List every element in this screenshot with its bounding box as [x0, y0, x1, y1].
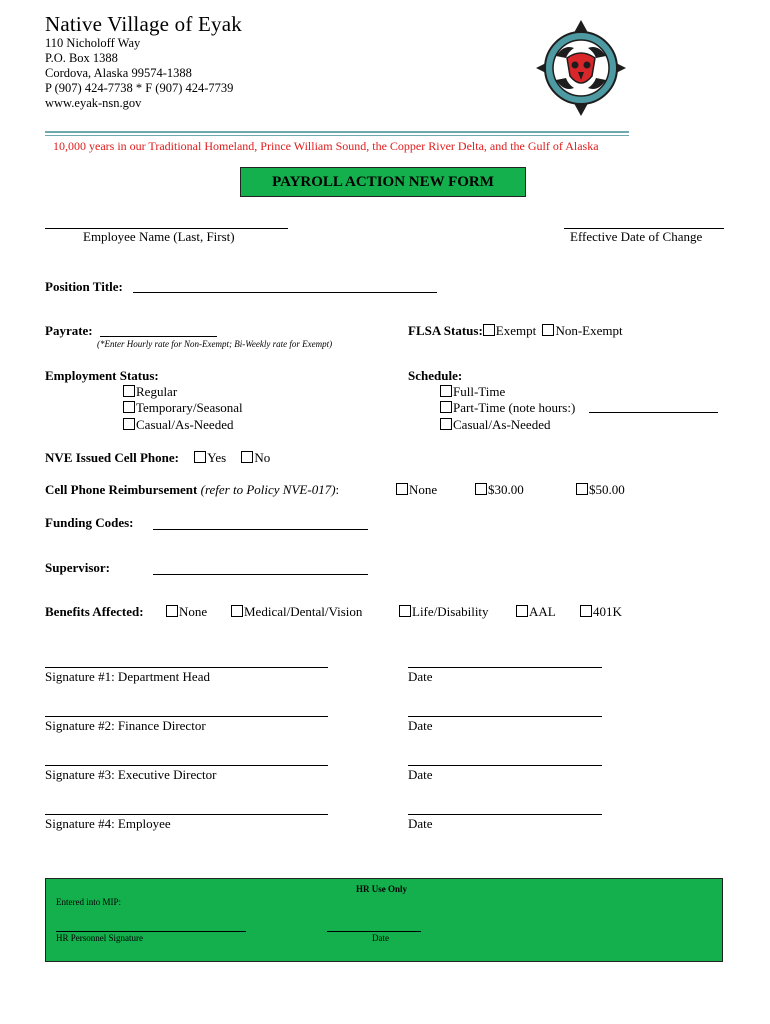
signature-line[interactable]: [45, 814, 328, 815]
signature-label: Signature #2: Finance Director: [45, 718, 206, 733]
flsa-exempt-checkbox[interactable]: [483, 324, 495, 336]
reimbursement-policy-ref: (refer to Policy NVE-017): [200, 482, 336, 497]
flsa-non-exempt-label: Non-Exempt: [555, 323, 623, 338]
temporary-seasonal-label: Temporary/Seasonal: [136, 400, 243, 415]
tagline: 10,000 years in our Traditional Homeland, Prince William Sound, the Copper River Delta, and the Gulf of Alaska: [53, 139, 599, 153]
reimb-50-checkbox[interactable]: [576, 483, 588, 495]
hr-signature-label: HR Personnel Signature: [56, 933, 143, 943]
date-line[interactable]: [408, 667, 602, 668]
401k-label: 401K: [593, 604, 622, 619]
schedule-casual-label: Casual/As-Needed: [453, 417, 551, 432]
address-line: 110 Nicholoff Way: [45, 36, 141, 50]
hr-date-line[interactable]: [327, 931, 421, 932]
flsa-status-label: FLSA Status:: [408, 323, 483, 338]
payrate-label: Payrate:: [45, 323, 93, 338]
aal-label: AAL: [529, 604, 556, 619]
reimbursement-colon: :: [335, 482, 340, 497]
benefits-none-label: None: [179, 604, 208, 619]
cell-phone-no-label: No: [254, 450, 271, 465]
cell-phone-label: NVE Issued Cell Phone:: [45, 450, 179, 465]
date-line[interactable]: [408, 765, 602, 766]
payrate-note: (*Enter Hourly rate for Non-Exempt; Bi-Weekly rate for Exempt): [97, 339, 333, 349]
signature-line[interactable]: [45, 716, 328, 717]
date-line[interactable]: [408, 716, 602, 717]
hr-date-label: Date: [372, 933, 389, 943]
schedule-casual-checkbox[interactable]: [440, 418, 452, 430]
temporary-seasonal-checkbox[interactable]: [123, 401, 135, 413]
form-title: PAYROLL ACTION NEW FORM: [240, 167, 526, 197]
hr-box-title: HR Use Only: [356, 884, 408, 894]
date-label: Date: [408, 669, 433, 684]
medical-dental-vision-label: Medical/Dental/Vision: [244, 604, 363, 619]
aal-checkbox[interactable]: [516, 605, 528, 617]
signature-line[interactable]: [45, 765, 328, 766]
hr-signature-line[interactable]: [56, 931, 246, 932]
medical-dental-vision-checkbox[interactable]: [231, 605, 243, 617]
casual-as-needed-checkbox[interactable]: [123, 418, 135, 430]
signature-label: Signature #3: Executive Director: [45, 767, 217, 782]
regular-label: Regular: [136, 384, 178, 399]
regular-checkbox[interactable]: [123, 385, 135, 397]
address-line: P.O. Box 1388: [45, 51, 118, 65]
position-title-field[interactable]: [133, 292, 437, 293]
401k-checkbox[interactable]: [580, 605, 592, 617]
header-rule: [45, 135, 629, 136]
hr-use-only-box: [45, 878, 723, 962]
flsa-non-exempt-checkbox[interactable]: [542, 324, 554, 336]
cell-phone-no-checkbox[interactable]: [241, 451, 253, 463]
supervisor-field[interactable]: [153, 574, 368, 575]
address-line: Cordova, Alaska 99574-1388: [45, 66, 192, 80]
benefits-none-checkbox[interactable]: [166, 605, 178, 617]
funding-codes-field[interactable]: [153, 529, 368, 530]
date-label: Date: [408, 767, 433, 782]
header-rule: [45, 131, 629, 133]
date-label: Date: [408, 718, 433, 733]
reimb-none-checkbox[interactable]: [396, 483, 408, 495]
part-time-checkbox[interactable]: [440, 401, 452, 413]
phone-fax-line: P (907) 424-7738 * F (907) 424-7739: [45, 81, 234, 95]
reimb-30-label: $30.00: [488, 482, 524, 497]
flsa-exempt-label: Exempt: [495, 323, 537, 338]
part-time-hours-field[interactable]: [589, 412, 718, 413]
schedule-label: Schedule:: [408, 368, 463, 383]
full-time-label: Full-Time: [453, 384, 506, 399]
reimb-50-label: $50.00: [589, 482, 625, 497]
cell-phone-yes-label: Yes: [207, 450, 227, 465]
payrate-field[interactable]: [100, 336, 217, 337]
benefits-affected-label: Benefits Affected:: [45, 604, 144, 619]
eyak-tribal-seal-icon: [534, 18, 628, 118]
life-disability-checkbox[interactable]: [399, 605, 411, 617]
date-label: Date: [408, 816, 433, 831]
employment-status-label: Employment Status:: [45, 368, 159, 383]
part-time-label: Part-Time (note hours:): [453, 400, 576, 415]
signature-label: Signature #4: Employee: [45, 816, 171, 831]
organization-name: Native Village of Eyak: [45, 12, 242, 36]
life-disability-label: Life/Disability: [412, 604, 489, 619]
effective-date-label: Effective Date of Change: [570, 229, 703, 244]
cell-phone-yes-checkbox[interactable]: [194, 451, 206, 463]
website-link[interactable]: www.eyak-nsn.gov: [45, 96, 142, 110]
supervisor-label: Supervisor:: [45, 560, 110, 575]
reimbursement-label: Cell Phone Reimbursement: [45, 482, 198, 497]
reimb-none-label: None: [409, 482, 438, 497]
reimb-30-checkbox[interactable]: [475, 483, 487, 495]
position-title-label: Position Title:: [45, 279, 123, 294]
full-time-checkbox[interactable]: [440, 385, 452, 397]
date-line[interactable]: [408, 814, 602, 815]
casual-as-needed-label: Casual/As-Needed: [136, 417, 234, 432]
signature-line[interactable]: [45, 667, 328, 668]
employee-name-label: Employee Name (Last, First): [83, 229, 235, 244]
funding-codes-label: Funding Codes:: [45, 515, 134, 530]
entered-into-mip-label: Entered into MIP:: [56, 897, 121, 907]
signature-label: Signature #1: Department Head: [45, 669, 210, 684]
